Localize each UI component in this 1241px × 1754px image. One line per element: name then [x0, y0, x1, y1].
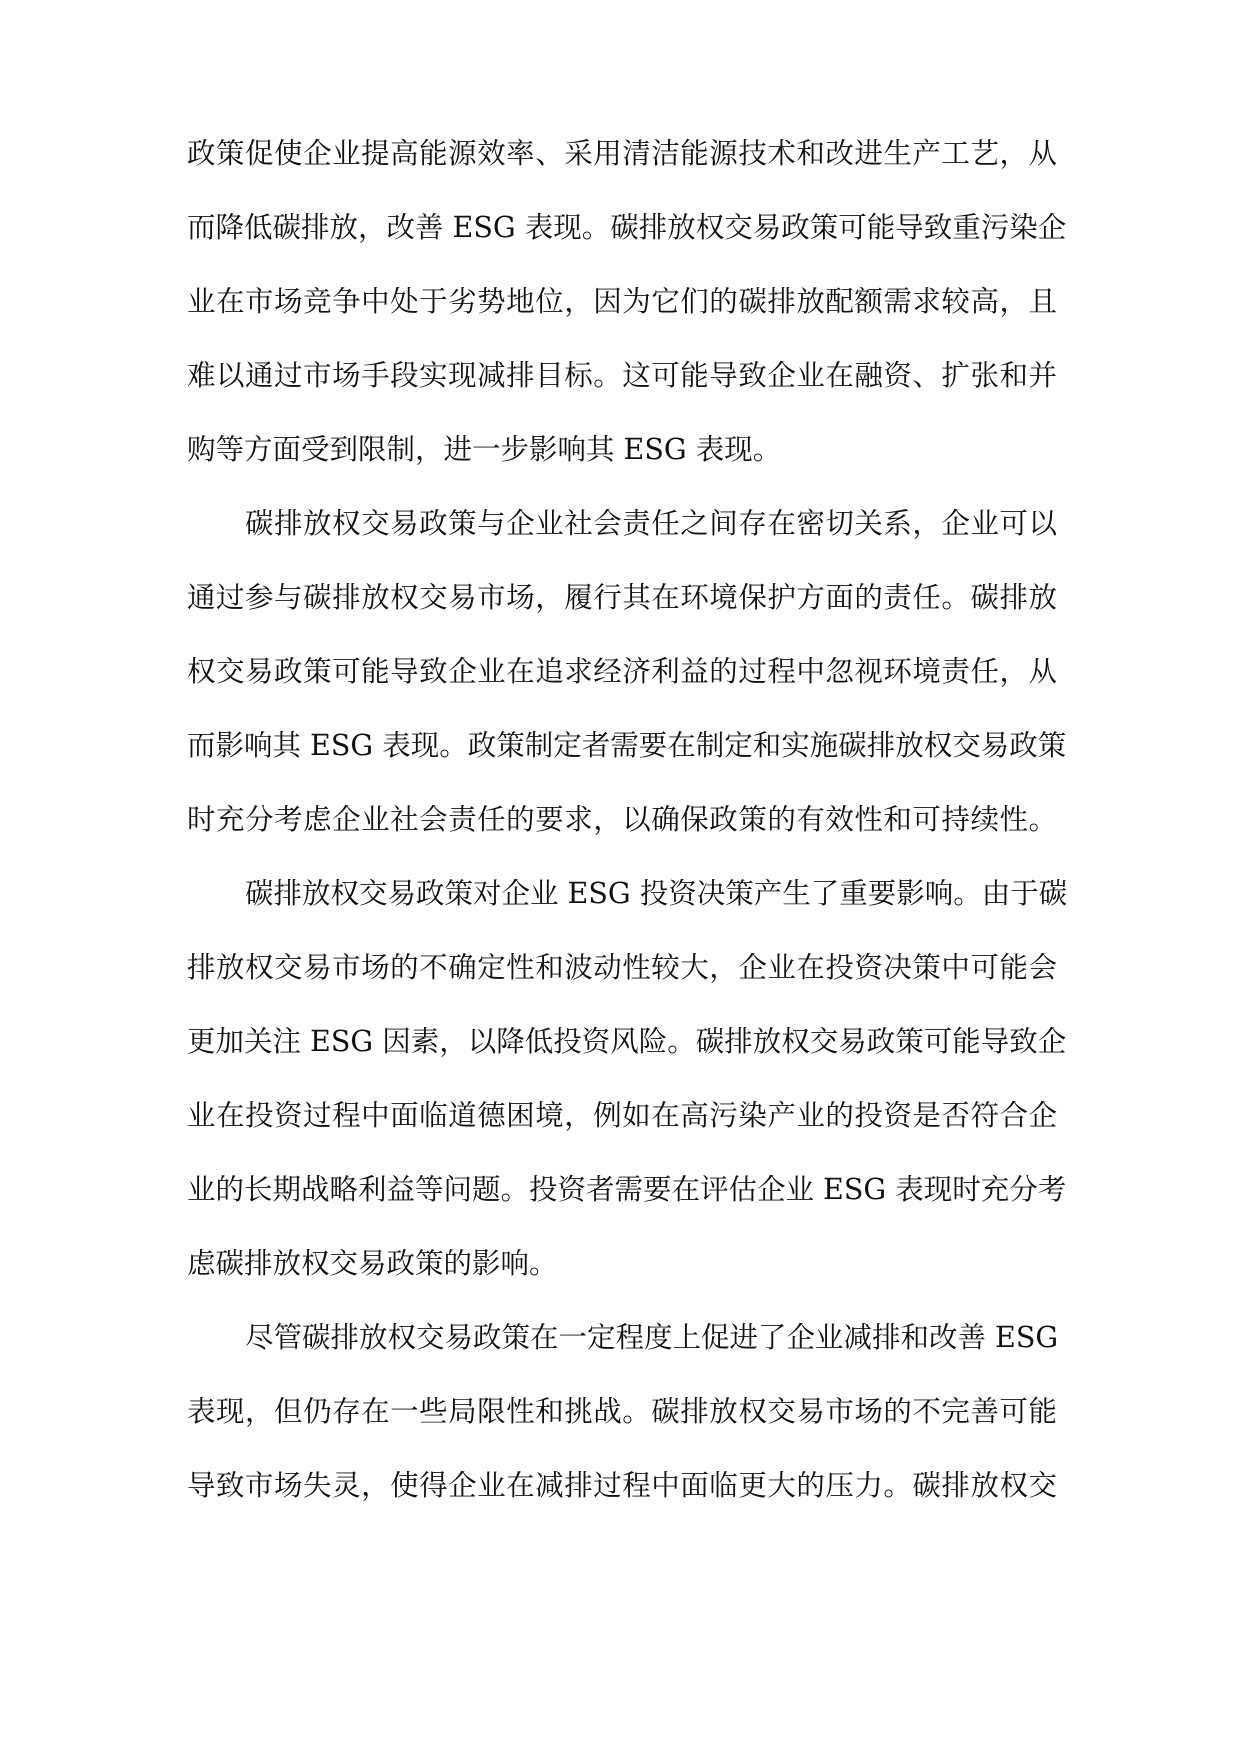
text-line: 而降低碳排放，改善 ESG 表现。碳排放权交易政策可能导致重污染企	[187, 211, 1067, 244]
text-line: 业在市场竞争中处于劣势地位，因为它们的碳排放配额需求较高，且	[187, 285, 1057, 318]
text-line: 导致市场失灵，使得企业在减排过程中面临更大的压力。碳排放权交	[187, 1469, 1057, 1502]
text-line: 业的长期战略利益等问题。投资者需要在评估企业 ESG 表现时充分考	[187, 1173, 1067, 1206]
text-line: 业在投资过程中面临道德困境，例如在高污染产业的投资是否符合企	[187, 1099, 1057, 1132]
text-line: 政策促使企业提高能源效率、采用清洁能源技术和改进生产工艺，从	[187, 137, 1057, 170]
text-line: 而影响其 ESG 表现。政策制定者需要在制定和实施碳排放权交易政策	[187, 729, 1067, 762]
text-line: 表现，但仍存在一些局限性和挑战。碳排放权交易市场的不完善可能	[187, 1395, 1057, 1428]
text-line: 通过参与碳排放权交易市场，履行其在环境保护方面的责任。碳排放	[187, 581, 1057, 614]
text-line: 碳排放权交易政策对企业 ESG 投资决策产生了重要影响。由于碳	[245, 877, 1068, 910]
text-line: 权交易政策可能导致企业在追求经济利益的过程中忽视环境责任，从	[187, 655, 1057, 688]
text-line: 碳排放权交易政策与企业社会责任之间存在密切关系，企业可以	[245, 507, 1057, 540]
text-line: 难以通过市场手段实现减排目标。这可能导致企业在融资、扩张和并	[187, 359, 1057, 392]
text-line: 时充分考虑企业社会责任的要求，以确保政策的有效性和可持续性。	[187, 803, 1057, 836]
text-line: 虑碳排放权交易政策的影响。	[187, 1247, 558, 1280]
text-line: 更加关注 ESG 因素，以降低投资风险。碳排放权交易政策可能导致企	[187, 1025, 1067, 1058]
text-line: 尽管碳排放权交易政策在一定程度上促进了企业减排和改善 ESG	[245, 1321, 1059, 1354]
text-line: 排放权交易市场的不确定性和波动性较大，企业在投资决策中可能会	[187, 951, 1057, 984]
text-line: 购等方面受到限制，进一步影响其 ESG 表现。	[187, 433, 782, 466]
